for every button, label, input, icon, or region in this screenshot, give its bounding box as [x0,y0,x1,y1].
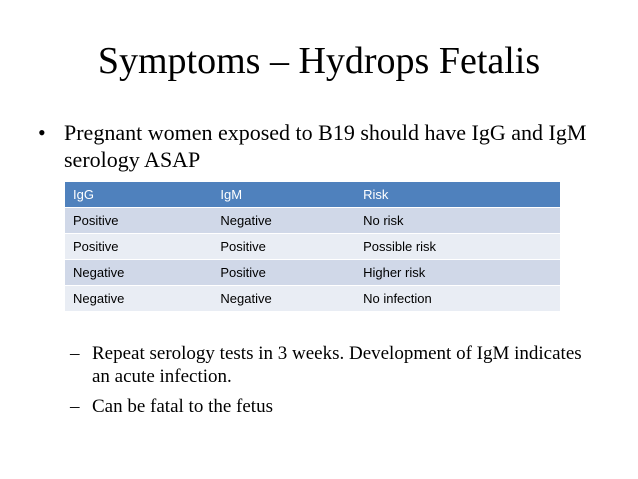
cell-igg: Positive [65,234,212,260]
sub-bullet-fatal [70,395,590,418]
main-bullet [38,119,598,173]
table-row [65,234,560,260]
sub-bullet-text: Can be fatal to the fetus [92,396,273,417]
cell-risk: Higher risk [355,260,560,286]
cell-risk: No risk [355,208,560,234]
cell-igm: Positive [212,260,355,286]
cell-igg: Positive [65,208,212,234]
cell-risk: Possible risk [355,234,560,260]
header-igg: IgG [65,182,212,208]
serology-risk-table [65,182,560,312]
header-risk: Risk [355,182,560,208]
bullet-marker: • [38,120,46,145]
cell-igm: Negative [212,286,355,312]
header-igm: IgM [212,182,355,208]
table-row [65,208,560,234]
sub-bullet-marker: – [70,396,80,417]
sub-bullet-repeat-serology [70,342,590,388]
table-header-row [65,182,560,208]
cell-igm: Negative [212,208,355,234]
sub-bullet-marker: – [70,343,80,364]
table-row [65,260,560,286]
sub-bullet-text: Repeat serology tests in 3 weeks. Development of IgM indicates an acute infection. [92,343,582,387]
cell-igg: Negative [65,286,212,312]
table-row [65,286,560,312]
main-bullet-text: Pregnant women exposed to B19 should have IgG and IgM serology ASAP [64,120,587,172]
cell-risk: No infection [355,286,560,312]
slide-title: Symptoms – Hydrops Fetalis [97,40,541,82]
cell-igg: Negative [65,260,212,286]
cell-igm: Positive [212,234,355,260]
